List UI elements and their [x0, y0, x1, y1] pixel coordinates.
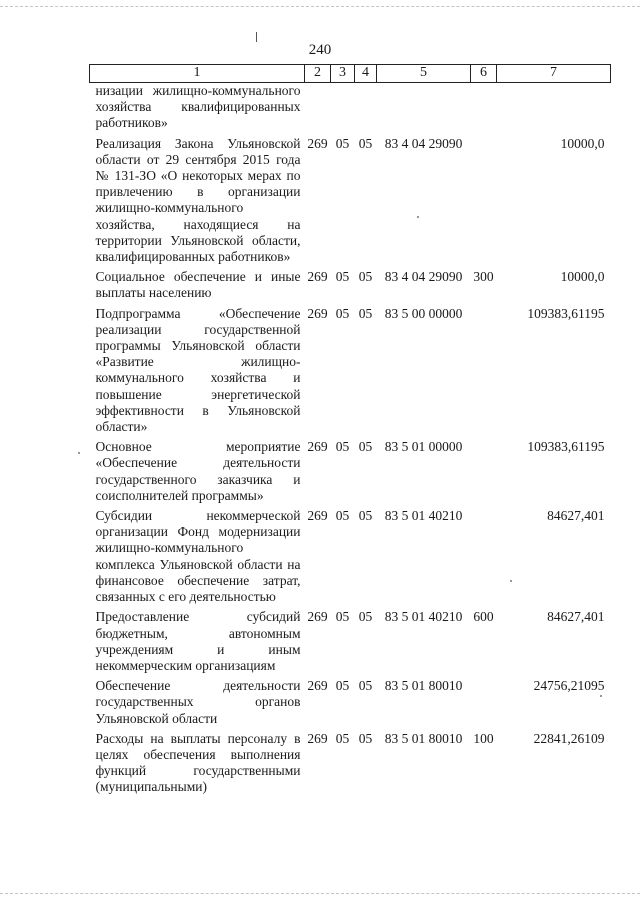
row-code-4: 05 — [358, 305, 373, 321]
header-row — [90, 65, 611, 83]
row-code-6: 300 — [473, 269, 494, 285]
row-amount: 84627,401 — [547, 609, 605, 625]
row-code-6: 100 — [473, 730, 494, 746]
header-cell-3: 3 — [331, 65, 355, 83]
row-code-4: 05 — [358, 269, 373, 285]
row-name: низации жилищно-коммунального хозяйства квалифицированных работников» — [95, 83, 301, 131]
header-cell-1: 1 — [90, 65, 305, 83]
row-name: Подпрограмма «Обеспечение реализации государственной программы Ульяновской области «Развитие жилищно-коммунального хозяйства и повышение энергетической эффективности в Ульяновской области» — [95, 305, 301, 435]
row-name: Субсидии некоммерческой организации Фонд модернизации жилищно-коммунального комплекса Ульяновской области на финансовое обеспечение затрат, связанных с его деятельностью — [95, 508, 301, 605]
row-name: Основное мероприятие «Обеспечение деятельности государственного заказчика и соисполнителей программы» — [95, 439, 301, 503]
row-code-6 — [471, 83, 497, 136]
row-code-3: 05 — [335, 609, 350, 625]
row-code-5: 83 5 01 40210 — [384, 609, 463, 625]
scan-speck — [600, 695, 602, 697]
scan-speck — [510, 580, 512, 582]
row-code-5 — [377, 83, 471, 136]
row-code-4 — [355, 83, 377, 136]
row-code-3: 05 — [335, 305, 350, 321]
row-code-3: 05 — [335, 730, 350, 746]
row-code-5: 83 5 01 80010 — [384, 678, 463, 694]
row-name: Социальное обеспечение и иные выплаты населению — [95, 269, 301, 301]
budget-table — [89, 64, 611, 800]
row-code-2: 269 — [307, 508, 328, 524]
table-row — [90, 731, 611, 800]
table-row — [90, 136, 611, 270]
table-row — [90, 508, 611, 609]
row-amount: 10000,0 — [560, 269, 605, 285]
row-code-5: 83 5 01 00000 — [384, 439, 463, 455]
row-amount: 22841,26109 — [533, 730, 605, 746]
row-code-4: 05 — [358, 135, 373, 151]
table-row — [90, 678, 611, 731]
header-cell-5: 5 — [377, 65, 471, 83]
table-row — [90, 609, 611, 678]
row-amount: 10000,0 — [560, 135, 605, 151]
table-row — [90, 83, 611, 136]
row-code-2: 269 — [307, 269, 328, 285]
row-code-6: 600 — [473, 609, 494, 625]
row-amount: 24756,21095 — [533, 678, 605, 694]
row-code-4: 05 — [358, 508, 373, 524]
page-number: 240 — [308, 42, 332, 58]
scan-top-edge — [0, 6, 640, 8]
row-code-2: 269 — [307, 439, 328, 455]
header-cell-6: 6 — [471, 65, 497, 83]
row-code-4: 05 — [358, 609, 373, 625]
row-code-3: 05 — [335, 678, 350, 694]
row-code-5: 83 5 00 00000 — [384, 305, 463, 321]
row-code-4: 05 — [358, 439, 373, 455]
scan-bottom-edge — [0, 893, 640, 895]
row-code-4: 05 — [358, 730, 373, 746]
row-code-2: 269 — [307, 609, 328, 625]
row-name: Расходы на выплаты персоналу в целях обеспечения выполнения функций государственными (муниципальными) — [95, 730, 301, 795]
row-code-6 — [471, 439, 497, 508]
row-code-6 — [471, 678, 497, 731]
row-amount: 84627,401 — [547, 508, 605, 524]
row-code-3 — [331, 83, 355, 136]
row-code-2: 269 — [307, 678, 328, 694]
table-row — [90, 269, 611, 305]
row-name: Обеспечение деятельности государственных органов Ульяновской области — [95, 678, 301, 726]
row-code-2: 269 — [307, 135, 328, 151]
row-code-3: 05 — [335, 269, 350, 285]
scan-speck — [78, 452, 80, 454]
row-code-2: 269 — [307, 730, 328, 746]
row-code-5: 83 4 04 29090 — [384, 135, 463, 151]
row-amount: 109383,61195 — [527, 305, 605, 321]
table-row — [90, 439, 611, 508]
row-code-5: 83 5 01 40210 — [384, 508, 463, 524]
header-cell-4: 4 — [355, 65, 377, 83]
row-amount — [497, 83, 611, 136]
scan-mark — [256, 32, 257, 42]
row-amount: 109383,61195 — [527, 439, 605, 455]
row-code-5: 83 5 01 80010 — [384, 730, 463, 746]
row-code-4: 05 — [358, 678, 373, 694]
row-code-5: 83 4 04 29090 — [384, 269, 463, 285]
header-cell-2: 2 — [305, 65, 331, 83]
row-code-3: 05 — [335, 508, 350, 524]
row-code-2: 269 — [307, 305, 328, 321]
header-cell-7: 7 — [497, 65, 611, 83]
row-code-2 — [305, 83, 331, 136]
row-code-6 — [471, 508, 497, 609]
row-code-6 — [471, 136, 497, 270]
row-name: Реализация Закона Ульяновской области от 29 сентября 2015 года № 131-ЗО «О некоторых мерах по привлечению в организации жилищно-коммунального хозяйства, находящиеся на территории Ульяновской области, квалифицированных работников» — [95, 135, 301, 265]
row-code-3: 05 — [335, 135, 350, 151]
table-row — [90, 306, 611, 440]
row-code-6 — [471, 306, 497, 440]
row-code-3: 05 — [335, 439, 350, 455]
scan-speck — [417, 216, 419, 218]
row-name: Предоставление субсидий бюджетным, автономным учреждениям и иным некоммерческим организациям — [95, 609, 301, 673]
